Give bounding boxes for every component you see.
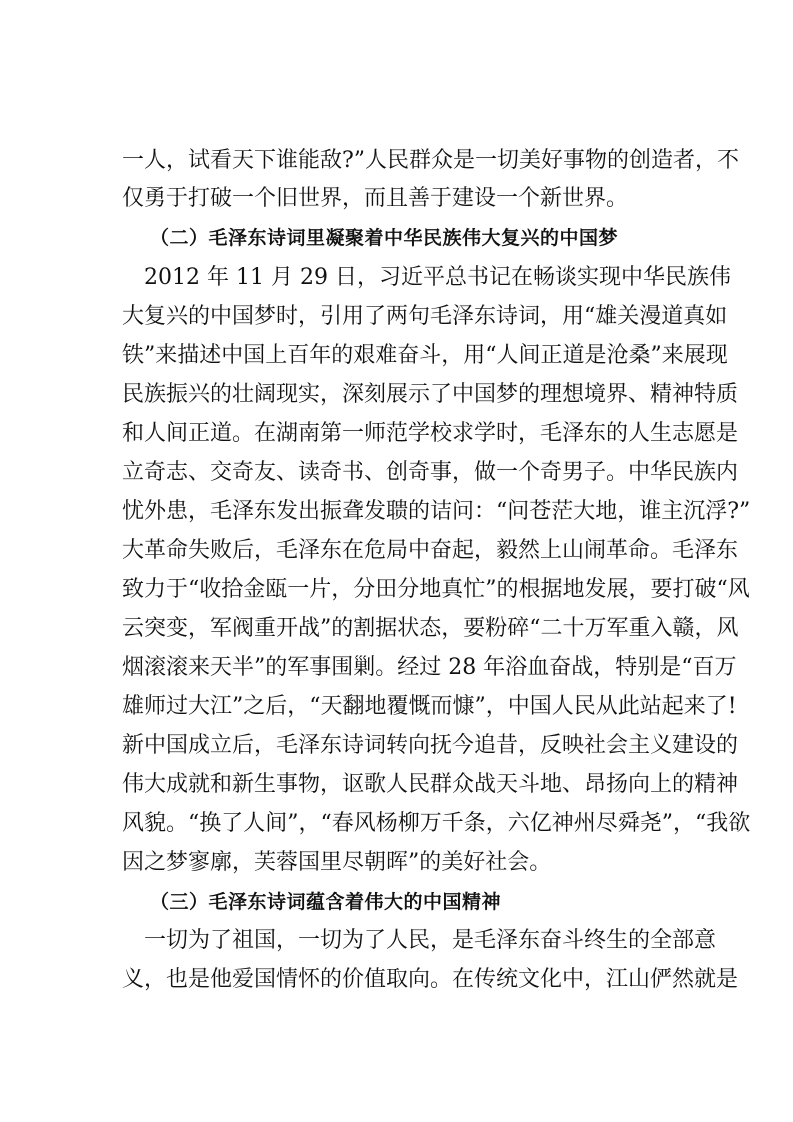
section-heading-2: （二）毛泽东诗词里凝聚着中华民族伟大复兴的中国梦	[150, 227, 619, 249]
body-text-line: 一人，试看天下谁能敌?”人民群众是一切美好事物的创造者，不	[122, 148, 740, 173]
body-text-line: 风貌。“换了人间”，“春风杨柳万千条，六亿神州尽舜尧”，“我欲	[122, 811, 751, 836]
section-heading-3: （三）毛泽东诗词蕴含着伟大的中国精神	[150, 891, 502, 913]
body-text-line: 大革命失败后，毛泽东在危局中奋起，毅然上山闹革命。毛泽东	[122, 538, 739, 563]
body-text-line: 新中国成立后，毛泽东诗词转向抚今追昔，反映社会主义建设的	[122, 733, 739, 758]
body-text-line: 2012 年 11 月 29 日，习近平总书记在畅谈实现中华民族伟	[122, 265, 731, 290]
body-text-line: 伟大成就和新生事物，讴歌人民群众战天斗地、昂扬向上的精神	[122, 772, 739, 797]
body-text-line: 和人间正道。在湖南第一师范学校求学时，毛泽东的人生志愿是	[122, 421, 739, 446]
body-text-line: 一切为了祖国，一切为了人民，是毛泽东奋斗终生的全部意	[122, 928, 717, 953]
body-text-line: 义，也是他爱国情怀的价值取向。在传统文化中，江山俨然就是	[122, 967, 739, 992]
body-text-line: 致力于“收拾金瓯一片，分田分地真忙”的根据地发展，要打破“风	[122, 577, 750, 602]
body-text-line: 因之梦寥廓，芙蓉国里尽朝晖”的美好社会。	[122, 850, 552, 875]
body-text-line: 忧外患，毛泽东发出振聋发聩的诘问：“问苍茫大地，谁主沉浮?”	[122, 499, 751, 524]
body-text-line: 大复兴的中国梦时，引用了两句毛泽东诗词，用“雄关漫道真如	[122, 304, 728, 329]
body-text-line: 雄师过大江”之后，“天翻地覆慨而慷”，中国人民从此站起来了!	[122, 694, 737, 719]
body-text-line: 铁”来描述中国上百年的艰难奋斗，用“人间正道是沧桑”来展现	[122, 343, 728, 368]
body-text-line: 云突变，军阀重开战”的割据状态，要粉碎“二十万军重入赣，风	[122, 616, 739, 641]
body-text-line: 民族振兴的壮阔现实，深刻展示了中国梦的理想境界、精神特质	[122, 382, 739, 407]
body-text-line: 仅勇于打破一个旧世界，而且善于建设一个新世界。	[122, 186, 629, 211]
body-text-line: 立奇志、交奇友、读奇书、创奇事，做一个奇男子。中华民族内	[122, 460, 739, 485]
body-text-line: 烟滚滚来天半”的军事围剿。经过 28 年浴血奋战，特别是“百万	[122, 655, 737, 680]
